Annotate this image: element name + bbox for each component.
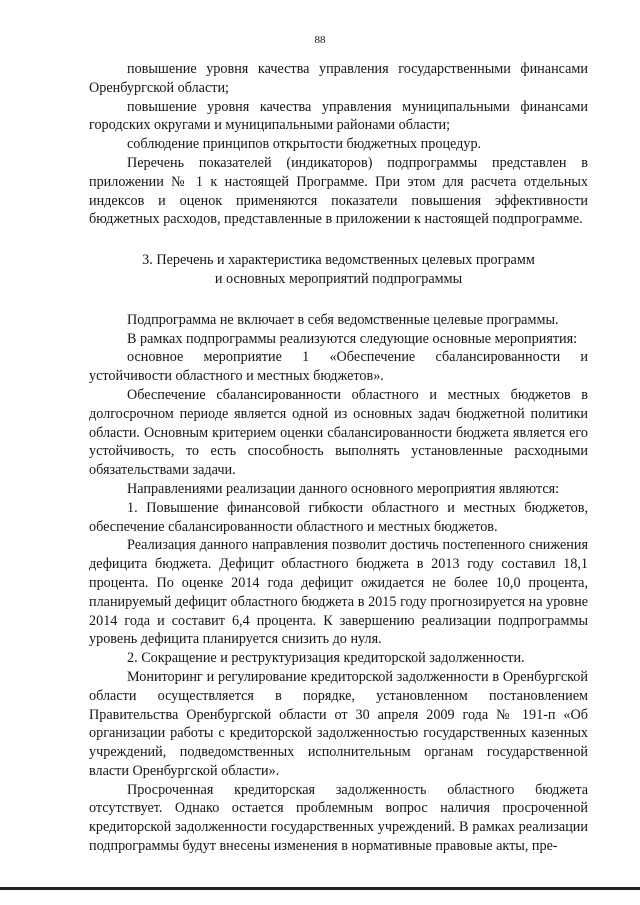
- paragraph-body-6: 1. Повышение финансовой гибкости областного и местных бюджетов, обеспечение сбалансированности областного и местных бюджетов.: [89, 499, 588, 535]
- paragraph-body-3: основное мероприятие 1 «Обеспечение сбалансированности и устойчивости областного и местных бюджетов».: [89, 349, 588, 385]
- paragraph-intro-4: Перечень показателей (индикаторов) подпрограммы представлен в приложении № 1 к настоящей Программе. При этом для расчета отдельных индексов и оценок применяются показатели повышения эффективности бюджетных расходов, представленные в приложении к настоящей подпрограмме.: [89, 154, 588, 228]
- paragraph-body-1: Подпрограмма не включает в себя ведомственные целевые программы.: [127, 311, 559, 328]
- document-body: [89, 60, 588, 856]
- paragraph-body-7: Реализация данного направления позволит достичь постепенного снижения дефицита бюджета. Дефицит областного бюджета в 2013 году составил 18,1 процента. По оценке 2014 года дефицит ожидается не более 10,0 процента, планируемый дефицит областного бюджета в 2015 году прогнозируется на уровне 2014 года и составит 6,4 процента. К завершению реализации подпрограммы уровень дефицита планируется снизить до нуля.: [89, 537, 588, 648]
- paragraph-body-10: Просроченная кредиторская задолженность областного бюджета отсутствует. Однако остается проблемным вопрос наличия просроченной кредиторской задолженности государственных учреждений. В рамках реализации подпрограммы будут внесены изменения в нормативные правовые акты, пре-: [89, 781, 588, 855]
- paragraph-body-2: В рамках подпрограммы реализуются следующие основные мероприятия:: [127, 330, 578, 347]
- page-number: 88: [314, 34, 326, 46]
- paragraph-body-5: Направлениями реализации данного основного мероприятия являются:: [127, 480, 560, 497]
- paragraph-intro-1: повышение уровня качества управления государственными финансами Оренбургской области;: [89, 61, 588, 96]
- section-heading-line-1: 3. Перечень и характеристика ведомственных целевых программ: [142, 252, 535, 269]
- section-heading: [89, 251, 588, 289]
- paragraph-body-8: 2. Сокращение и реструктуризация кредиторской задолженности.: [127, 650, 525, 667]
- section-heading-line-2: и основных мероприятий подпрограммы: [214, 270, 463, 287]
- paragraph-intro-2: повышение уровня качества управления муниципальными финансами городских округами и муниципальными районами области;: [89, 98, 588, 134]
- paragraph-body-4: Обеспечение сбалансированности областного и местных бюджетов в долгосрочном периоде является одной из основных задач бюджетной политики области. Основным критерием оценки сбалансированности бюджета является его устойчивость, то есть способность выполнять установленные расходными обязательствами задачи.: [89, 386, 588, 479]
- page-bottom-border: [0, 887, 640, 890]
- paragraph-intro-3: соблюдение принципов открытости бюджетных процедур.: [127, 136, 482, 153]
- paragraph-body-9: Мониторинг и регулирование кредиторской задолженности в Оренбургской области осуществляется в порядке, установленном постановлением Правительства Оренбургской области от 30 апреля 2009 года № 191-п «Об организации работы с кредиторской задолженностью государственных казенных учреждений, подведомственных исполнительным органам государственной власти Оренбургской области».: [89, 668, 588, 779]
